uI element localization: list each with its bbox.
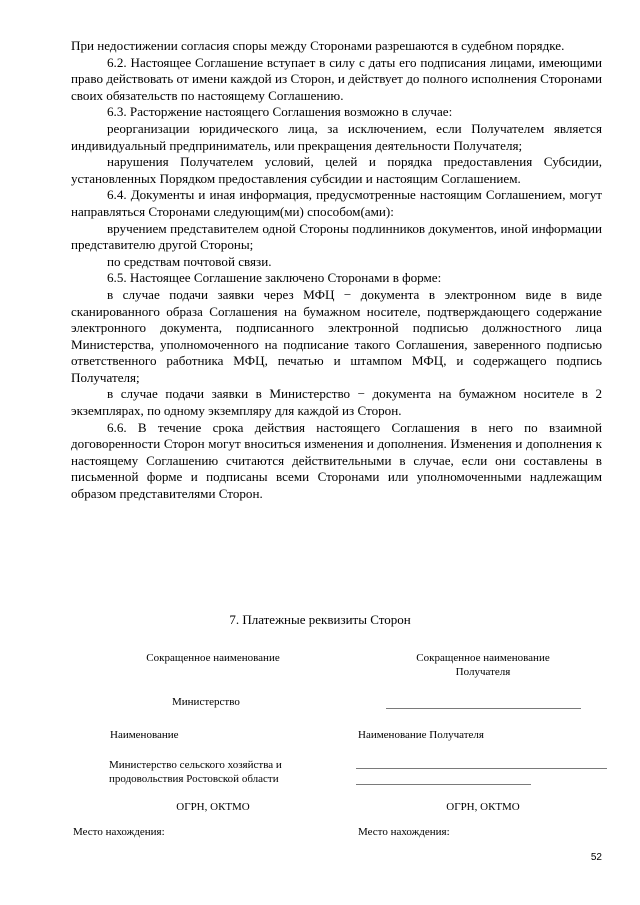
paragraph-6-5: 6.5. Настоящее Соглашение заключено Сторонами в форме: xyxy=(107,270,442,286)
section-title: 7. Платежные реквизиты Сторон xyxy=(229,612,411,627)
right-name-line-2 xyxy=(356,784,531,785)
paragraph-6-5-item-1: в случае подачи заявки через МФЦ − документа в электронном виде в виде сканированного образа Соглашения на бумажном носителе, подтверждающего содержание электронного документа, подписанного электронной подписью должностного лица Министерства, уполномоченного на подписание такого Соглашения, заверенного подписью ответственного работника МФЦ, печатью и штампом МФЦ, и содержащего подпись Получателя; xyxy=(71,286,602,385)
agreement-text xyxy=(71,38,602,503)
right-ogrn-label: ОГРН, ОКТМО xyxy=(446,801,520,813)
paragraph-6-4-item-2: по средствам почтовой связи. xyxy=(107,253,272,269)
paragraph-6-3-item-1: реорганизации юридического лица, за исключением, если Получателем является индивидуальный предприниматель, или прекращения деятельности Получателя; xyxy=(71,120,602,153)
right-name-line-1 xyxy=(356,768,607,769)
paragraph-6-5-item-2: в случае подачи заявки в Министерство − документа на бумажном носителе в 2 экземплярах, по одному экземпляру для каждой из Сторон. xyxy=(71,386,602,419)
left-name-value-line1: Министерство сельского хозяйства и xyxy=(109,759,282,771)
paragraph-6-3: 6.3. Расторжение настоящего Соглашения возможно в случае: xyxy=(107,104,453,120)
right-short-name-label-line2: Получателя xyxy=(455,666,511,678)
left-location-label: Место нахождения: xyxy=(73,826,165,838)
paragraph-6-4-item-1: вручением представителем одной Стороны подлинников документов, иной информации представителю другой Стороны; xyxy=(71,220,602,253)
right-short-name-label-line1: Сокращенное наименование xyxy=(416,652,550,664)
left-short-name-value: Министерство xyxy=(172,696,240,708)
page-number: 52 xyxy=(590,852,602,863)
paragraph-6-2: 6.2. Настоящее Соглашение вступает в силу с даты его подписания лицами, имеющими право действовать от имени каждой из Сторон, и действует до полного исполнения Сторонами своих обязательств по настоящему Соглашению. xyxy=(71,54,602,103)
left-name-value-line2: продовольствия Ростовской области xyxy=(109,773,279,785)
left-short-name-label: Сокращенное наименование xyxy=(146,652,280,664)
left-ogrn-label: ОГРН, ОКТМО xyxy=(176,801,250,813)
paragraph-6-3-item-2: нарушения Получателем условий, целей и порядка предоставления Субсидии, установленных Порядком предоставления субсидии и настоящим Соглашением. xyxy=(71,154,602,186)
paragraph-6-1-tail: При недостижении согласия споры между Сторонами разрешаются в судебном порядке. xyxy=(71,38,565,53)
right-location-label: Место нахождения: xyxy=(358,826,450,838)
right-name-label: Наименование Получателя xyxy=(358,729,484,741)
right-short-name-line xyxy=(386,708,581,709)
left-name-label: Наименование xyxy=(110,729,179,741)
paragraph-6-4: 6.4. Документы и иная информация, предусмотренные настоящим Соглашением, могут направляться Сторонами следующим(ми) способом(ами): xyxy=(71,187,602,219)
paragraph-6-6: 6.6. В течение срока действия настоящего Соглашения в него по взаимной договоренности Сторон могут вноситься изменения и дополнения. Изменения и дополнения к настоящему Соглашению считаются действительными в случае, если они составлены в письменной форме и подписаны всеми Сторонами или уполномоченными надлежащим образом представителями Сторон. xyxy=(71,419,602,502)
